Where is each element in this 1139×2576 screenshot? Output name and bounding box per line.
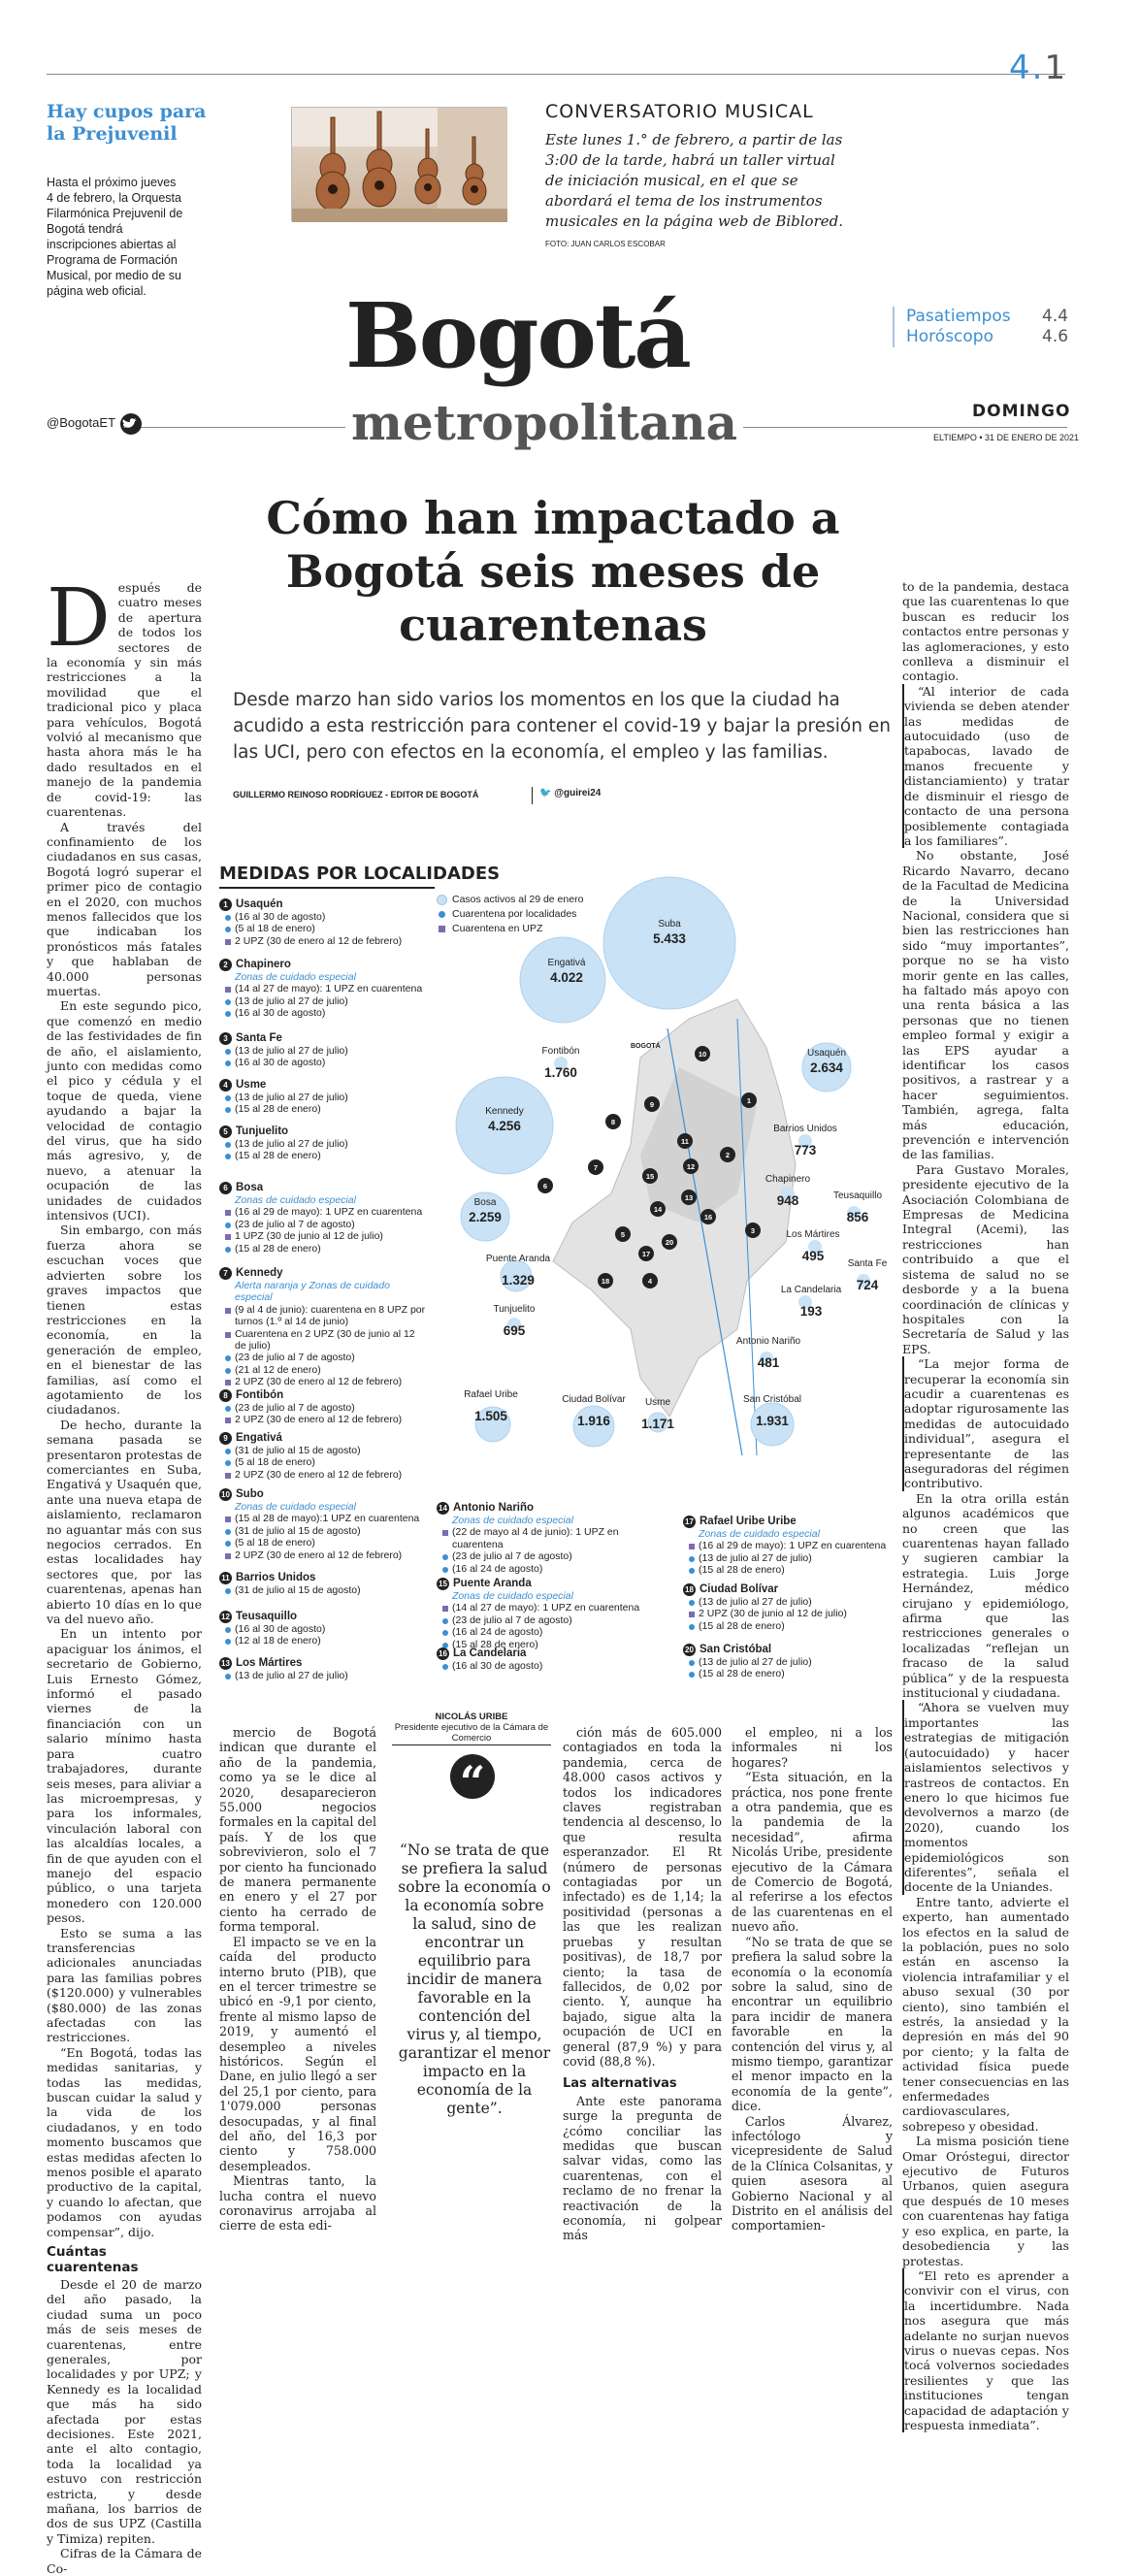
- bubble-value: 481: [757, 1355, 780, 1370]
- quarantine-period: (23 de julio al 7 de agosto): [219, 1402, 428, 1414]
- section-index: [893, 307, 1069, 347]
- marker-number: 13: [684, 1193, 694, 1202]
- locality-number: 11: [219, 1572, 232, 1584]
- locality-note: Zonas de cuidado especial: [452, 1590, 573, 1602]
- quarantine-period: (5 al 18 de enero): [219, 1537, 428, 1549]
- quarantine-period: (16 al 30 de agosto): [219, 1007, 428, 1019]
- locality-entry: [219, 1657, 428, 1681]
- locality-note: Zonas de cuidado especial: [235, 1194, 356, 1206]
- drop-cap: D: [47, 572, 111, 665]
- promo-text: Hasta el próximo jueves 4 de febrero, la Orquesta Filarmónica Prejuvenil de Bogotá tendrá inscripciones abiertas al Programa de Formación Musical, por medio de su página web oficial.: [47, 176, 183, 298]
- quarantine-period: (16 al 30 de agosto): [219, 1057, 428, 1068]
- article-headline: Cómo han impactado a Bogotá seis meses de cuarentenas: [266, 492, 840, 651]
- weekday: DOMINGO: [972, 402, 1071, 421]
- locality-note: Alerta naranja y Zonas de cuidado especial: [235, 1280, 390, 1304]
- bubble-name: Puente Aranda: [485, 1254, 551, 1264]
- quarantine-period: (13 de julio al 27 de julio): [219, 1138, 428, 1150]
- marker-number: 9: [649, 1100, 655, 1109]
- marker-number: 3: [750, 1226, 756, 1235]
- locality-name: 16 La Candelaria: [437, 1647, 645, 1660]
- bubble-value: 724: [856, 1278, 879, 1292]
- locality-number: 15: [437, 1578, 449, 1590]
- masthead-subtitle: metropolitana: [345, 396, 743, 450]
- locality-entry: [219, 959, 428, 1020]
- byline-divider: [532, 787, 533, 804]
- locality-number: 9: [219, 1432, 232, 1445]
- marker-number: 20: [665, 1238, 674, 1247]
- locality-entry: [219, 1432, 428, 1481]
- quarantine-period: (31 de julio al 15 de agosto): [219, 1525, 428, 1537]
- bubble-name: Fontibón: [541, 1046, 580, 1057]
- bubble-value: 1.505: [474, 1409, 507, 1423]
- locality-number: 12: [219, 1611, 232, 1623]
- marker-number: 11: [681, 1137, 689, 1146]
- article-dek: Desde marzo han sido varios los momentos en los que la ciudad ha acudido a esta restricción para contener el covid-19 y bajar la presión en las UCI, pero con efectos en la economía, el empleo y las familias.: [233, 690, 891, 763]
- bubble-value: 1.916: [577, 1414, 610, 1428]
- bubble-name: Tunjuelito: [493, 1304, 536, 1315]
- marker-number: 1: [746, 1096, 752, 1105]
- quarantine-period: (15 al 28 de enero): [683, 1668, 892, 1679]
- quarantine-period: (16 al 29 de mayo): 1 UPZ en cuarentena: [683, 1540, 892, 1551]
- locality-entry: [219, 1079, 428, 1116]
- legend-item-upz: Cuarentena en UPZ: [435, 922, 583, 936]
- locality-name: 3 Santa Fe: [219, 1032, 428, 1045]
- quarantine-period: 2 UPZ (30 de junio al 12 de julio): [683, 1608, 892, 1619]
- quarantine-period: (14 al 27 de mayo): 1 UPZ en cuarentena: [219, 983, 428, 995]
- locality-entry: [219, 1389, 428, 1426]
- index-item[interactable]: Horóscopo 4.6: [906, 327, 1069, 346]
- quarantine-period: (15 al 28 de enero): [683, 1620, 892, 1632]
- byline: GUILLERMO REINOSO RODRÍGUEZ - EDITOR DE BOGOTÁ: [233, 790, 479, 799]
- graphic-title: MEDIDAS POR LOCALIDADES: [219, 864, 501, 884]
- locality-number: 5: [219, 1125, 232, 1138]
- photo-credit: FOTO: JUAN CARLOS ESCOBAR: [545, 240, 666, 248]
- index-item[interactable]: Pasatiempos 4.4: [906, 307, 1069, 326]
- bubble-name: Teusaquillo: [832, 1190, 883, 1201]
- bubble-name: Suba: [658, 919, 681, 929]
- index-page: 4.4: [1042, 307, 1069, 326]
- legend-item-localities: Cuarentena por localidades: [435, 907, 583, 922]
- bubble-name: San Cristóbal: [742, 1394, 802, 1405]
- locality-name: 6 Bosa: [219, 1182, 428, 1194]
- locality-name: 14 Antonio Nariño: [437, 1502, 645, 1515]
- locality-name: 7 Kennedy: [219, 1267, 428, 1280]
- locality-entry: [437, 1578, 645, 1650]
- bubble-name: Usaquén: [806, 1048, 847, 1059]
- quarantine-period: (23 de julio al 7 de agosto): [219, 1352, 428, 1363]
- quarantine-period: (23 de julio al 7 de agosto): [219, 1219, 428, 1230]
- bubble-name: Barrios Unidos: [773, 1124, 837, 1134]
- locality-name: 8 Fontibón: [219, 1389, 428, 1402]
- quarantine-period: (16 al 30 de agosto): [219, 1623, 428, 1635]
- marker-number: 14: [653, 1205, 663, 1214]
- bubble-value: 948: [776, 1193, 799, 1208]
- locality-name: 9 Engativá: [219, 1432, 428, 1445]
- twitter-icon: 🐦: [539, 788, 552, 799]
- quarantine-period: (13 de julio al 27 de julio): [683, 1656, 892, 1668]
- byline-twitter[interactable]: 🐦 @guirei24: [539, 788, 602, 799]
- marker-number: 12: [686, 1162, 696, 1171]
- locality-entry: [219, 1182, 428, 1255]
- twitter-handle[interactable]: @BogotaET: [47, 415, 123, 430]
- marker-number: 5: [620, 1230, 626, 1239]
- locality-note: Zonas de cuidado especial: [699, 1528, 820, 1540]
- bubble-value: 856: [846, 1210, 869, 1224]
- locality-number: 7: [219, 1267, 232, 1280]
- quarantine-period: (15 al 28 de enero): [219, 1243, 428, 1255]
- pullquote-attribution: [392, 1712, 551, 1744]
- locality-number: 1: [219, 898, 232, 911]
- locality-name: 11 Barrios Unidos: [219, 1572, 428, 1584]
- quarantine-period: (31 de julio al 15 de agosto): [219, 1584, 428, 1596]
- masthead-title: Bogotá: [345, 283, 690, 388]
- subhead: Las alternativas: [563, 2076, 677, 2092]
- city-label: BOGOTÁ: [631, 1043, 661, 1050]
- page-subnumber: 1: [1044, 49, 1068, 87]
- marker-number: 8: [610, 1118, 616, 1126]
- graphic-rule: [219, 887, 435, 889]
- quarantine-period: (15 al 28 de enero): [437, 1639, 645, 1650]
- bubble-name: Antonio Nariño: [735, 1336, 801, 1347]
- locality-number: 14: [437, 1502, 449, 1515]
- article-column-1: Después de cuatro meses de apertura de todos los sectores de la economía y sin más restricciones a la movilidad que el tradicional pico y placa para vehículos, Bogotá volvió al mecanismo que hasta ahora más le ha dado resultados en el manejo de la pandemia de covid-19: las cuarentenas. A través del confinamiento de los ciudadanos en sus casas, Bogotá logró superar el primer pico de contagio en el 2020, con muchos menos fallecidos que los que indicaban los pronósticos más fatales y que hablaban de 40.000 personas muertas. En este segundo pico, que comenzó en medio de las festividades de fin de año, el aislamiento, junto con medidas como el pico y cédula y el toque de queda, viene ayudando a bajar la velocidad de contagio del virus, que ha sido más agresivo, y, de nuevo, a atenuar la ocupación de las unidades de cuidados intensivos (UCI). Sin embargo, con más fuerza ahora se escuchan voces que advierten sobre los graves impactos que tienen estas restricciones en la economía, en la generación de empleo, en el bienestar de las familias, así como el agotamiento de los ciudadanos. De hecho, durante la semana pasada se presentaron protestas de comerciantes en Suba, Engativá y Usaquén que, ante una nueva etapa de aislamiento, reclamaron no aguantar más con sus negocios cerrados. En estas localidades hay sectores que, por las cuarentenas, apenas han abierto 10 días en lo que va del nuevo año. En un intento por apaciguar los ánimos, el secretario de Gobierno, Luis Ernesto Gómez, informó el pasado viernes de la financiación con un salario mínimo hasta para cuatro trabajadores, durante seis meses, para aliviar a las microempresas, y para los informales, vinculación laboral con las alcaldías locales, a fin de que ayuden con el manejo del espacio público, o una tarjeta monedero con 120.000 pesos. Esto se suma a las transferencias adicionales anunciadas para las familias pobres ($120.000) y vulnerables ($80.000) de las zonas afectadas con las restricciones. “En Bogotá, todas las medidas sanitarias, y todas las medidas, buscan cuidar la salud y la vida de los ciudadanos, y en todo momento buscamos que estas medidas afecten lo menos posible el aparato productivo de la capital, y cuando lo afectan, que podamos con ayudas compensar”, dijo. Cuántas cuarentenas Desde el 20 de marzo del año pasado, la ciudad suma un poco más de seis meses de cuarentenas, entre generales, por localidades y por UPZ; y Kennedy es la localidad que más ha sido afectada por estas decisiones. Este 2021, ante el alto contagio, toda la localidad ya estuvo con restricción estricta, y desde mañana, los barrios de dos de sus UPZ (Castilla y Timiza) repiten. Cifras de la Cámara de Co-: [47, 572, 202, 2576]
- article-column-5: el empleo, ni a los informales ni los hogares? “Esta situación, en la práctica, nos pone frente a otra pandemia, que es la pandemia de la necesidad”, afirma Nicolás Uribe, presidente ejecutivo de la Cámara de Comercio de Bogotá, al referirse a los efectos de las cuarentenas en el nuevo año. “No se trata de que se prefiera la salud sobre la economía o la economía sobre la salud, sino de encontrar un equilibrio para incidir de manera favorable en la contención del virus y, al mismo tiempo, garantizar el menor impacto en la economía de la gente”, dice. Carlos Álvarez, infectólogo y vicepresidente de Salud de la Clínica Colsanitas, y quien asesora al Gobierno Nacional y al Distrito en el análisis del comportamien-: [732, 1725, 893, 2234]
- locality-name: 10 Subo: [219, 1488, 428, 1501]
- quarantine-period: 2 UPZ (30 de enero al 12 de febrero): [219, 935, 428, 947]
- locality-name: 5 Tunjuelito: [219, 1125, 428, 1138]
- legend-item-cases: Casos activos al 29 de enero: [435, 893, 583, 907]
- pullquote-role: Presidente ejecutivo de la Cámara de Comercio: [394, 1722, 549, 1744]
- quarantine-period: (15 al 28 de mayo):1 UPZ en cuarentena: [219, 1513, 428, 1524]
- bubble-name: Engativá: [547, 958, 586, 968]
- quarantine-period: (5 al 18 de enero): [219, 1456, 428, 1468]
- quarantine-period: 2 UPZ (30 de enero al 12 de febrero): [219, 1414, 428, 1425]
- issue-date: ELTIEMPO • 31 DE ENERO DE 2021: [933, 433, 1080, 442]
- quarantine-period: (13 de julio al 27 de julio): [219, 1670, 428, 1681]
- quarantine-period: (23 de julio al 7 de agosto): [437, 1614, 645, 1626]
- locality-note: Zonas de cuidado especial: [452, 1515, 573, 1526]
- quarantine-period: 2 UPZ (30 de enero al 12 de febrero): [219, 1469, 428, 1481]
- quarantine-period: (13 de julio al 27 de julio): [219, 1045, 428, 1057]
- locality-name: 13 Los Mártires: [219, 1657, 428, 1670]
- quarantine-period: (12 al 18 de enero): [219, 1635, 428, 1647]
- locality-name: 12 Teusaquillo: [219, 1611, 428, 1623]
- quarantine-period: (13 de julio al 27 de julio): [219, 995, 428, 1007]
- quarantine-period: 2 UPZ (30 de enero al 12 de febrero): [219, 1376, 428, 1387]
- bubble-name: Santa Fe: [847, 1258, 888, 1269]
- locality-name: 18 Ciudad Bolívar: [683, 1583, 892, 1596]
- bubble-value: 5.433: [653, 931, 686, 946]
- quarantine-period: (22 de mayo al 4 de junio): 1 UPZ en cuarentena: [437, 1526, 645, 1550]
- quarantine-period: (9 al 4 de junio): cuarentena en 8 UPZ por turnos (1.º al 14 de junio): [219, 1304, 428, 1328]
- quarantine-period: (16 al 24 de agosto): [437, 1563, 645, 1575]
- marker-number: 6: [542, 1182, 548, 1190]
- marker-number: 4: [647, 1277, 653, 1286]
- bubble-value: 2.634: [810, 1060, 843, 1075]
- bubble-name: Usme: [644, 1397, 671, 1408]
- quarantine-period: (21 al 12 de enero): [219, 1364, 428, 1376]
- locality-name: 20 San Cristóbal: [683, 1644, 892, 1656]
- bogota-map: [446, 873, 912, 1514]
- subhead: Cuántas cuarentenas: [47, 2244, 139, 2275]
- bubble-name: Rafael Uribe: [464, 1389, 518, 1400]
- bubble-value: 1.171: [641, 1417, 674, 1431]
- locality-entry: [219, 1611, 428, 1647]
- page-number: [1009, 49, 1067, 87]
- locality-name: 15 Puente Aranda: [437, 1578, 645, 1590]
- bubble-name: Chapinero: [765, 1174, 811, 1185]
- quarantine-period: Cuarentena en 2 UPZ (30 de junio al 12 de julio): [219, 1328, 428, 1353]
- locality-number: 10: [219, 1488, 232, 1501]
- locality-note: Zonas de cuidado especial: [235, 971, 356, 983]
- locality-number: 18: [683, 1583, 696, 1596]
- quarantine-period: (15 al 28 de enero): [219, 1150, 428, 1161]
- locality-number: 6: [219, 1182, 232, 1194]
- locality-number: 20: [683, 1644, 696, 1656]
- bubble-value: 4.022: [550, 970, 583, 985]
- article-column-6: to de la pandemia, destaca que las cuarentenas lo que buscan es reducir los contactos entre personas y las aglomeraciones, y esto conlleva a disminuir el contagio. “Al interior de cada vivienda se deben atender las medidas de autocuidado (uso de tapabocas, lavado de manos frecuente y distanciamiento) y tratar de disminuir el riesgo de contacto de una persona posiblemente contagiada a los familiares”. No obstante, José Ricardo Navarro, decano de la Facultad de Medicina de la Universidad Nacional, considera que si bien las restricciones han sido “muy importantes”, porque no se ha visto morir gente en las calles, ha faltado más apoyo con una renta básica a las personas que no tienen empleo formal y exigir a las EPS ayudar a identificar los casos positivos, a rastrear y a hacer seguimientos. También, agrega, falta más educación, prevención e intervención de las familias. Para Gustavo Morales, presidente ejecutivo de la Asociación Colombiana de Empresas de Medicina Integral (Acemi), las restricciones han contribuido a que el sistema de salud no se desborde y a la buena coordinación de clínicas y hospitales con la Secretaría de Salud y las EPS. “La mejor forma de recuperar la economía sin acudir a cuarentenas es adoptar rigurosamente las medidas de autocuidado individual”, asegura el representante de las aseguradoras del régimen contributivo. En la otra orilla están algunos académicos que no creen que las cuarentenas hayan fallado y sugieren cambiar la estrategia. Luis Jorge Hernández, médico cirujano y epidemiólogo, afirma que las restricciones generales o localizadas “reflejan un fracaso de la salud pública” y de la respuesta institucional y ciudadana. “Ahora se vuelven muy importantes las estrategias de mitigación (autocuidado) y hacer aislamientos selectivos y rastreos de contactos. En enero lo que hicimos fue devolvernos a marzo (de 2020), cuando los momentos epidemiológicos son diferentes”, señala el docente de la Uniandes. Entre tanto, advierte el experto, han aumentado los efectos en la salud de la población, pues no solo están en ascenso la violencia intrafamiliar y el abuso sexual (30 por ciento), sino también el estrés, la ansiedad y la depresión en más del 90 por ciento; y la falta de actividad física puede tener consecuencias en las enfermedades cardiovasculares, sobrepeso y obesidad. La misma posición tiene Omar Oróstegui, director ejecutivo de Futuros Urbanos, quien asegura que después de 10 meses con cuarentenas hay fatiga y eso explica, en parte, la desobediencia y las protestas. “El reto es aprender a convivir con el virus, con la incertidumbre. Nada nos asegura que más adelante no surjan nuevos virus o nuevas cepas. Nos tocá volvernos sociedades resilientes y que las instituciones tengan capacidad de adaptación y respuesta inmediata”.: [902, 579, 1069, 2432]
- marker-number: 15: [645, 1172, 655, 1181]
- bubble-name: La Candelaria: [780, 1285, 842, 1295]
- quarantine-period: (13 de julio al 27 de julio): [219, 1092, 428, 1103]
- bubble-name: Ciudad Bolívar: [562, 1394, 626, 1405]
- locality-entry: [437, 1647, 645, 1672]
- bubble-value: 773: [794, 1143, 817, 1158]
- locality-note: Zonas de cuidado especial: [235, 1501, 356, 1513]
- bubble-value: 495: [801, 1249, 825, 1263]
- locality-number: 17: [683, 1516, 696, 1528]
- section-number: 4.: [1009, 49, 1045, 87]
- locality-name: 2 Chapinero: [219, 959, 428, 971]
- bubble-value: 1.931: [756, 1414, 789, 1428]
- index-page: 4.6: [1042, 327, 1069, 346]
- locality-name: 4 Usme: [219, 1079, 428, 1092]
- marker-number: 18: [601, 1277, 610, 1286]
- quarantine-period: 1 UPZ (30 de junio al 12 de julio): [219, 1230, 428, 1242]
- quarantine-period: (16 al 29 de mayo): 1 UPZ en cuarentena: [219, 1206, 428, 1218]
- quarantine-period: (16 al 30 de agosto): [219, 911, 428, 923]
- bubble-value: 695: [503, 1323, 526, 1338]
- quarantine-period: (16 al 24 de agosto): [437, 1626, 645, 1638]
- guitars-photo: [291, 107, 506, 221]
- marker-number: 7: [593, 1163, 599, 1172]
- pullquote-text: “No se trata de que se prefiera la salud sobre la economía o la economía sobre la salud, sino de encontrar un equilibrio para incidir de manera favorable en la contención del virus y, al tiempo, garantizar el menor impacto en la economía de la gente”.: [398, 1842, 551, 2117]
- quarantine-period: 2 UPZ (30 de enero al 12 de febrero): [219, 1549, 428, 1561]
- quarantine-period: (31 de julio al 15 de agosto): [219, 1445, 428, 1456]
- locality-entry: [219, 1488, 428, 1561]
- quarantine-period: (23 de julio al 7 de agosto): [437, 1550, 645, 1562]
- bubble-name: Kennedy: [485, 1106, 524, 1117]
- locality-number: 3: [219, 1032, 232, 1045]
- bubble-value: 1.760: [544, 1065, 577, 1080]
- locality-entry: [683, 1644, 892, 1680]
- marker-number: 10: [698, 1050, 707, 1059]
- quote-mark-icon: “: [450, 1754, 495, 1799]
- locality-entry: [683, 1583, 892, 1632]
- concert-text: Este lunes 1.° de febrero, a partir de las 3:00 de la tarde, habrá un taller virtual de iniciación musical, en el que se abordará el tema de los instrumentos musicales en la página web de Biblored. FOTO: JUAN CARLOS ESCOBAR: [545, 131, 843, 248]
- article-column-4: ción más de 605.000 contagiados en toda la pandemia, cerca de 48.000 casos activos y todos los indicadores claves registraban tendencia al descenso, lo que resulta esperanzador. El Rt (número de personas contagiadas por un infectado) es de 1,14; la positividad (personas a las que les realizan pruebas y resultan positivas), de 18,7 por ciento; la tasa de fallecidos, de 0,02 por ciento. Y, aunque ha bajado, sigue alta la ocupación de UCI en general (87,9 %) y para covid (88,8 %). Las alternativas Ante este panorama surge la pregunta de ¿cómo conciliar las medidas que buscan salvar vidas, como las cuarentenas, con el reclamo de no frenar la reactivación de la economía, ni golpear más: [563, 1725, 722, 2243]
- quarantine-period: (13 de julio al 27 de julio): [683, 1552, 892, 1564]
- pullquote-name: NICOLÁS URIBE: [435, 1712, 508, 1722]
- quarantine-period: (16 al 30 de agosto): [437, 1660, 645, 1672]
- article-column-2: mercio de Bogotá indican que durante el año de la pandemia, como ya se le dice al 2020, desaparecieron 55.000 negocios formales en la capital del país. Y de los que sobrevivieron, solo el 7 por ciento ha funcionado de manera permanente en enero y el 27 por ciento ha cerrado de forma temporal. El impacto se ve en la caída del producto interno bruto (PIB), que en el tercer trimestre se ubicó en -9,1 por ciento, frente al mismo lapso de 2019, y aumentó el desempleo a niveles históricos. Según el Dane, en julio llegó a ser del 25,1 por ciento, para 1'079.000 personas desocupadas, y al final del año, del 16,3 por ciento y 758.000 desempleados. Mientras tanto, la lucha contra el nuevo coronavirus arrojaba al cierre de esta edi-: [219, 1725, 376, 2234]
- locality-entry: [219, 1125, 428, 1162]
- twitter-icon: [120, 413, 142, 435]
- bubble-value: 4.256: [488, 1119, 521, 1133]
- marker-number: 16: [703, 1213, 713, 1222]
- locality-entry: [219, 1032, 428, 1069]
- locality-number: 4: [219, 1079, 232, 1092]
- locality-name: 17 Rafael Uribe Uribe: [683, 1516, 892, 1528]
- quarantine-period: (14 al 27 de mayo): 1 UPZ en cuarentena: [437, 1602, 645, 1614]
- quarantine-period: (15 al 28 de enero): [219, 1103, 428, 1115]
- locality-number: 13: [219, 1657, 232, 1670]
- promo-title: Hay cupos para la Prejuvenil: [47, 101, 207, 145]
- locality-number: 16: [437, 1647, 449, 1660]
- locality-entry: [219, 1572, 428, 1596]
- bubble-value: 193: [799, 1304, 823, 1319]
- locality-entry: [219, 898, 428, 947]
- top-rule: [47, 74, 1065, 75]
- locality-name: 1 Usaquén: [219, 898, 428, 911]
- quarantine-period: (5 al 18 de enero): [219, 923, 428, 934]
- locality-entry: [219, 1267, 428, 1388]
- concert-title: CONVERSATORIO MUSICAL: [545, 101, 814, 122]
- locality-number: 8: [219, 1389, 232, 1402]
- quarantine-period: (13 de julio al 27 de julio): [683, 1596, 892, 1608]
- locality-entry: [683, 1516, 892, 1577]
- bubble-value: 1.329: [502, 1273, 535, 1288]
- quarantine-period: (15 al 28 de enero): [683, 1564, 892, 1576]
- locality-number: 2: [219, 959, 232, 971]
- bubble-value: 2.259: [469, 1210, 502, 1224]
- bubble-name: Bosa: [473, 1197, 497, 1208]
- marker-number: 17: [641, 1250, 651, 1258]
- marker-number: 2: [725, 1151, 731, 1159]
- bubble-name: Los Mártires: [786, 1229, 840, 1240]
